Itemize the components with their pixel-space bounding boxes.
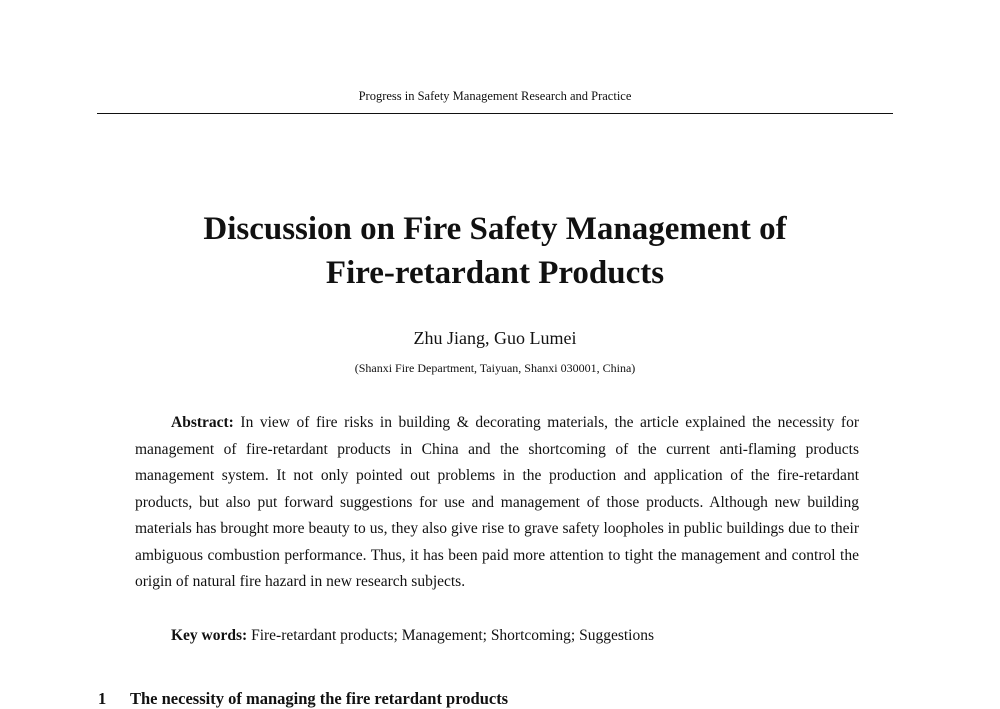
abstract (135, 410, 859, 596)
keywords-text: Fire-retardant products; Management; Shortcoming; Suggestions (251, 627, 655, 644)
section-number: 1 (98, 689, 107, 708)
section-heading (98, 689, 898, 709)
title-line-1: Discussion on Fire Safety Management of (203, 211, 787, 247)
article-title (0, 207, 990, 295)
title-line-2: Fire-retardant Products (325, 255, 665, 291)
section-title: The necessity of managing the fire retardant products (130, 689, 509, 708)
abstract-label: Abstract: (171, 414, 234, 431)
header-rule (97, 113, 893, 114)
authors: Zhu Jiang, Guo Lumei (413, 328, 577, 348)
keywords-label: Key words: (171, 627, 248, 644)
abstract-text: In view of fire risks in building & decorating materials, the article explained the necessity for management of fire-retardant products in China and the shortcoming of the current anti-flaming products management system. It not only pointed out problems in the production and application of the fire-retardant products, but also put forward suggestions for use and management of those products. Although new building materials has brought more beauty to us, they also give rise to grave safety loopholes in public buildings due to their ambiguous combustion performance. Thus, it has been paid more attention to tight the management and control the origin of natural fire hazard in new research subjects. (135, 414, 860, 590)
keywords (171, 623, 859, 650)
running-head: Progress in Safety Management Research and Practice (358, 89, 632, 103)
affiliation: (Shanxi Fire Department, Taiyuan, Shanxi 030001, China) (354, 361, 636, 375)
